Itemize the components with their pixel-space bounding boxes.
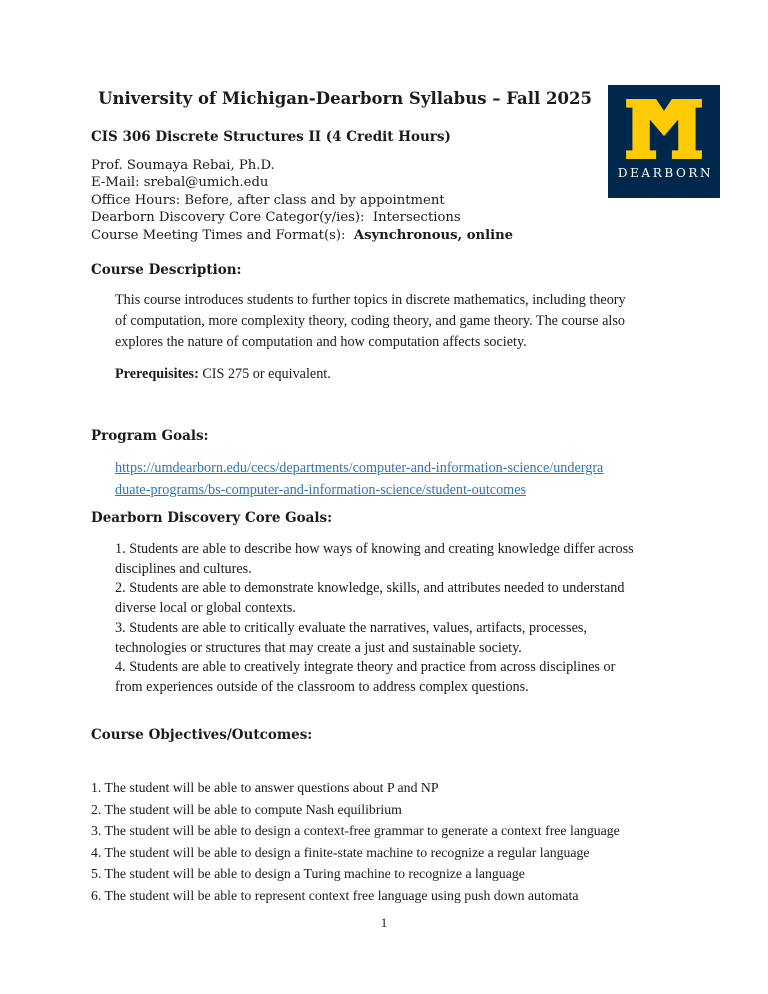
course-heading: CIS 306 Discrete Structures II (4 Credit Hours) — [91, 129, 451, 145]
course-objectives-heading: Course Objectives/Outcomes: — [91, 727, 313, 743]
meeting-times-line — [91, 227, 513, 244]
objective-item: 1. The student will be able to answer questions about P and NP — [91, 780, 439, 795]
block-m-icon — [623, 99, 705, 159]
course-description-heading: Course Description: — [91, 262, 242, 278]
ddc-goal-item: 4. Students are able to creatively integrate theory and practice from across disciplines or from experiences outside of the classroom to address complex questions. — [115, 659, 616, 695]
prerequisites-label: Prerequisites: — [115, 366, 199, 382]
um-dearborn-logo — [608, 85, 720, 198]
page-title: University of Michigan-Dearborn Syllabus – Fall 2025 — [98, 89, 592, 108]
objective-item: 4. The student will be able to design a finite-state machine to recognize a regular language — [91, 844, 590, 860]
email-line: E-Mail: srebal@umich.edu — [91, 175, 269, 191]
office-hours-line: Office Hours: Before, after class and by appointment — [91, 192, 445, 208]
course-description-paragraph: This course introduces students to further topics in discrete mathematics, including theory of computation, more complexity theory, coding theory, and game theory. The course also explores the nature of computation and how computation affects society. — [115, 292, 626, 350]
objective-item: 5. The student will be able to design a Turing machine to recognize a language — [91, 866, 525, 882]
ddc-goals-heading: Dearborn Discovery Core Goals: — [91, 510, 333, 526]
program-goals-heading: Program Goals: — [91, 428, 209, 444]
prerequisites-text: CIS 275 or equivalent. — [198, 366, 331, 382]
ddc-category-line: Dearborn Discovery Core Categor(y/ies): Intersections — [91, 210, 461, 226]
prerequisites-line — [115, 366, 331, 383]
ddc-goal-item: 3. Students are able to critically evaluate the narratives, values, artifacts, processes, technologies or structures that may create a just and sustainable society. — [115, 619, 587, 656]
program-goals-link[interactable]: https://umdearborn.edu/cecs/departments/computer-and-information-science/undergra duate-programs/bs-computer-and-information-science/student-outcomes — [115, 460, 604, 498]
objective-item: 2. The student will be able to compute Nash equilibrium — [91, 801, 402, 817]
objective-item: 6. The student will be able to represent context free language using push down automata — [91, 887, 579, 903]
meeting-times-label: Course Meeting Times and Format(s): — [91, 227, 354, 243]
logo-wordmark: DEARBORN — [617, 166, 714, 180]
professor-line: Prof. Soumaya Rebai, Ph.D. — [91, 158, 275, 173]
meeting-times-value: Asynchronous, online — [353, 227, 514, 243]
ddc-goals-list — [115, 540, 695, 698]
ddc-goal-item: 2. Students are able to demonstrate knowledge, skills, and attributes needed to understand diverse local or global contexts. — [115, 580, 625, 617]
course-objectives-list — [91, 777, 711, 907]
contact-block — [91, 157, 513, 244]
objective-item: 3. The student will be able to design a context-free grammar to generate a context free language — [91, 823, 620, 839]
page-number: 1 — [380, 915, 388, 930]
ddc-goal-item: 1. Students are able to describe how ways of knowing and creating knowledge differ across disciplines and cultures. — [115, 541, 634, 577]
